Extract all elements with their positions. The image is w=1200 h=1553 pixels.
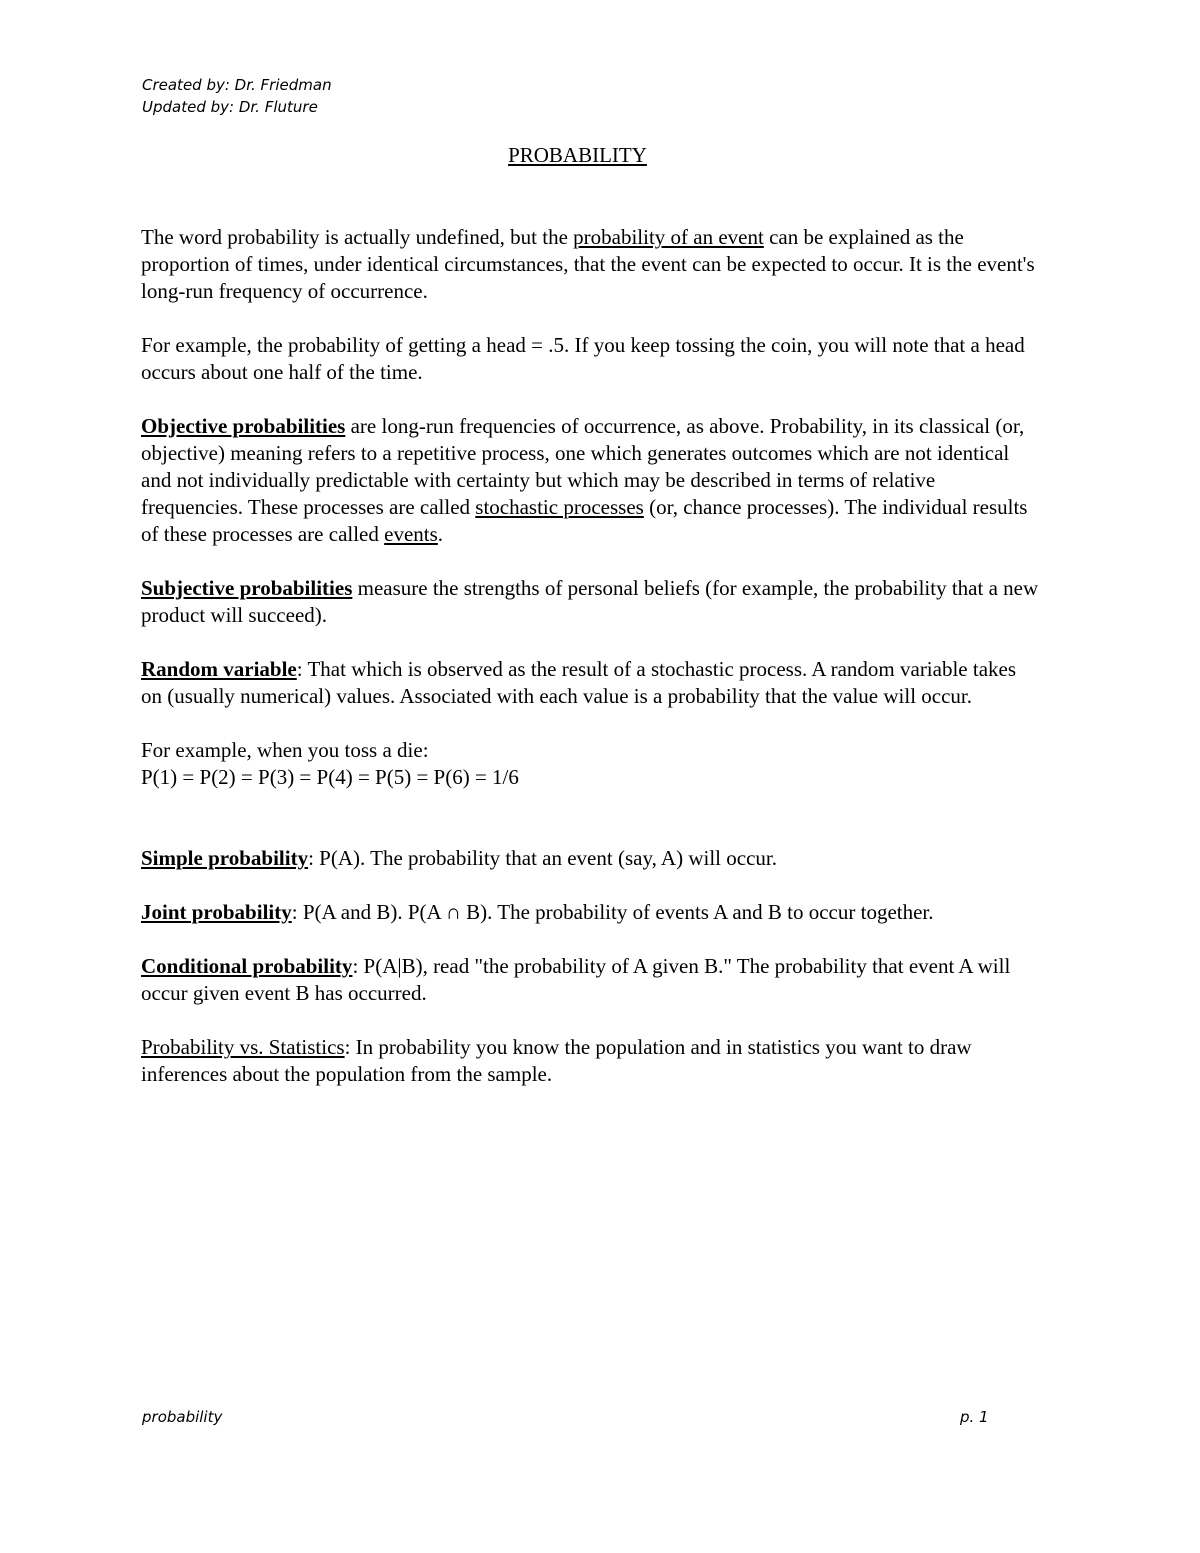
paragraph-definition: The word probability is actually undefined, but the probability of an event can be explained as the proportion of times, under identical circumstances, that the event can be expected to occur. It is the event's long-run frequency of occurrence. [141, 225, 1035, 303]
term-events: events [384, 522, 438, 546]
footer-page-number: p. 1 [960, 1408, 989, 1426]
paragraph-subjective: Subjective probabilities measure the strengths of personal beliefs (for example, the probability that a new product will succeed). [141, 576, 1039, 627]
die-probability-formula: P(1) = P(2) = P(3) = P(4) = P(5) = P(6) = 1/6 [141, 765, 519, 789]
paragraph-simple-probability: Simple probability: P(A). The probability that an event (say, A) will occur. [141, 846, 777, 870]
footer-document-name: probability [142, 1408, 223, 1426]
paragraph-probability-vs-statistics: Probability vs. Statistics: In probability you know the population and in statistics you want to draw inferences about the population from the sample. [141, 1035, 972, 1086]
term-stochastic-processes: stochastic processes [475, 495, 644, 519]
term-joint-probability: Joint probability [141, 900, 292, 924]
paragraph-conditional-probability: Conditional probability: P(A|B), read "the probability of A given B." The probability that event A will occur given event B has occurred. [141, 954, 1011, 1005]
paragraph-random-variable: Random variable: That which is observed as the result of a stochastic process. A random variable takes on (usually numerical) values. Associated with each value is a probability that the value will occur. [141, 657, 1017, 708]
updated-by-line: Updated by: Dr. Fluture [142, 98, 318, 116]
term-subjective-probabilities: Subjective probabilities [141, 576, 353, 600]
paragraph-coin-example: For example, the probability of getting a head = .5. If you keep tossing the coin, you will note that a head occurs about one half of the time. [141, 333, 1025, 384]
term-random-variable: Random variable [141, 657, 297, 681]
created-by-line: Created by: Dr. Friedman [142, 76, 332, 94]
paragraph-objective: Objective probabilities are long-run frequencies of occurrence, as above. Probability, in its classical (or, objective) meaning refers to a repetitive process, one which generates outcomes which are not identical and not individually predictable with certainty but which may be described in terms of relative frequencies. These processes are called stochastic processes (or, chance processes). The individual results of these processes are called events. [141, 414, 1028, 546]
term-probability-vs-statistics: Probability vs. Statistics [141, 1035, 345, 1059]
document-body [141, 224, 1041, 1088]
term-simple-probability: Simple probability [141, 846, 309, 870]
term-conditional-probability: Conditional probability [141, 954, 353, 978]
term-probability-of-event: probability of an event [573, 225, 764, 249]
paragraph-die-example: For example, when you toss a die: P(1) = P(2) = P(3) = P(4) = P(5) = P(6) = 1/6 [141, 738, 519, 789]
paragraph-joint-probability: Joint probability: P(A and B). P(A ∩ B). The probability of events A and B to occur together. [141, 900, 934, 924]
term-objective-probabilities: Objective probabilities [141, 414, 346, 438]
page-title: PROBABILITY [508, 143, 647, 167]
